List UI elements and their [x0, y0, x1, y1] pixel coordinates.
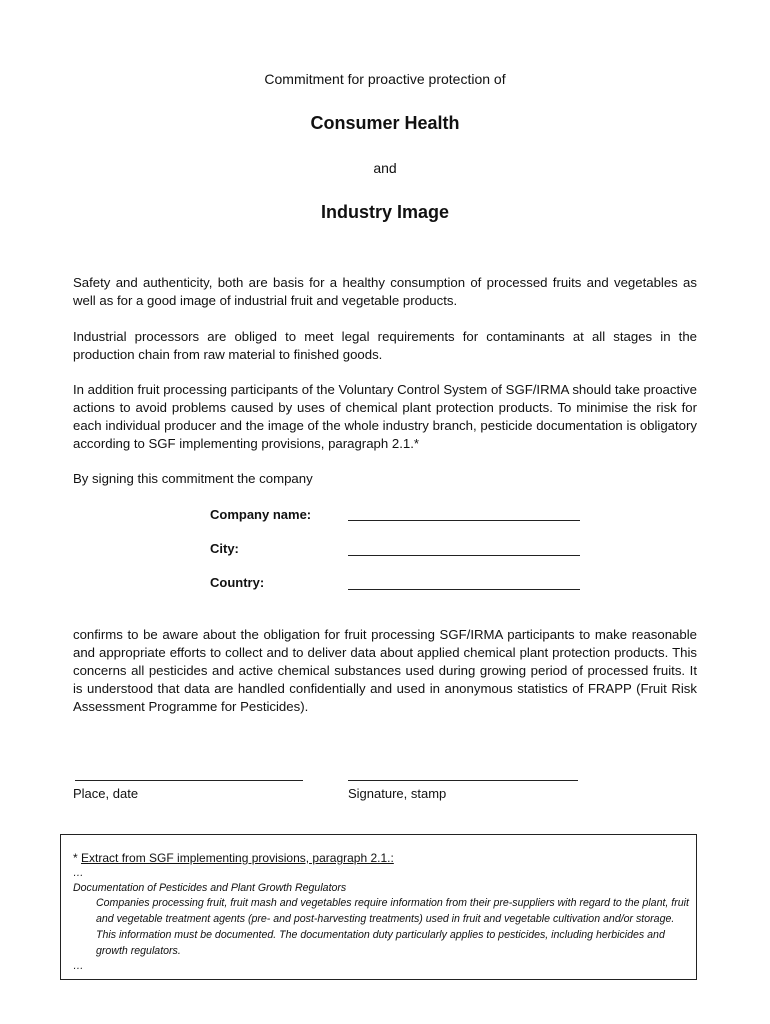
country-label: Country: [210, 575, 265, 590]
footnote-subheading: Documentation of Pesticides and Plant Growth Regulators [73, 882, 347, 894]
signature-label: Signature, stamp [348, 786, 447, 801]
paragraph-legal-requirements: Industrial processors are obliged to meet legal requirements for contaminants at all stages in the production chain from raw material to finished goods. [73, 329, 697, 362]
footnote-heading [73, 851, 394, 865]
footnote-star: * [73, 851, 78, 865]
pre-title: Commitment for proactive protection of [264, 71, 506, 87]
footnote-ellipsis-top: … [73, 867, 84, 879]
paragraph-confirmation: confirms to be aware about the obligation for fruit processing SGF/IRMA participants to make reasonable and appropriate efforts to collect and to deliver data about applied chemical plant protection products. This concerns all pesticides and active chemical substances used during growing period of processed fruits. It is understood that data are handled confidentially and used in anonymous statistics of FRAPP (Fruit Risk Assessment Programme for Pesticides). [73, 627, 697, 714]
title-industry-image: Industry Image [320, 202, 450, 222]
place-date-label: Place, date [73, 786, 139, 801]
city-field[interactable] [348, 555, 580, 556]
company-name-field[interactable] [348, 520, 580, 521]
paragraph-proactive-actions: In addition fruit processing participants of the Voluntary Control System of SGF/IRMA should take proactive actions to avoid problems caused by uses of chemical plant protection products. To minimise the risk for each individual producer and the image of the whole industry branch, pesticide documentation is obligatory according to SGF implementing provisions, paragraph 2.1.* [73, 382, 697, 451]
place-date-field[interactable] [75, 780, 303, 781]
company-name-label: Company name: [210, 507, 312, 522]
signature-field[interactable] [348, 780, 578, 781]
country-field[interactable] [348, 589, 580, 590]
title-conjunction: and [373, 160, 397, 176]
footnote-ellipsis-bottom: … [73, 960, 84, 972]
paragraph-safety: Safety and authenticity, both are basis for a healthy consumption of processed fruits and vegetables as well as for a good image of industrial fruit and vegetable products. [73, 275, 697, 308]
city-label: City: [210, 541, 239, 556]
footnote-body: Companies processing fruit, fruit mash and vegetables require information from their pre-suppliers with regard to the plant, fruit and vegetable treatment agents (pre- and post-harvesting treatments) used in fruit and vegetable cultivation and/or storage. This information must be documented. The documentation duty particularly applies to pesticides, including herbicides and growth regulators. [96, 897, 689, 957]
paragraph-signing: By signing this commitment the company [73, 471, 313, 486]
footnote-heading-text: Extract from SGF implementing provisions, paragraph 2.1.: [81, 851, 394, 865]
title-consumer-health: Consumer Health [310, 113, 460, 133]
